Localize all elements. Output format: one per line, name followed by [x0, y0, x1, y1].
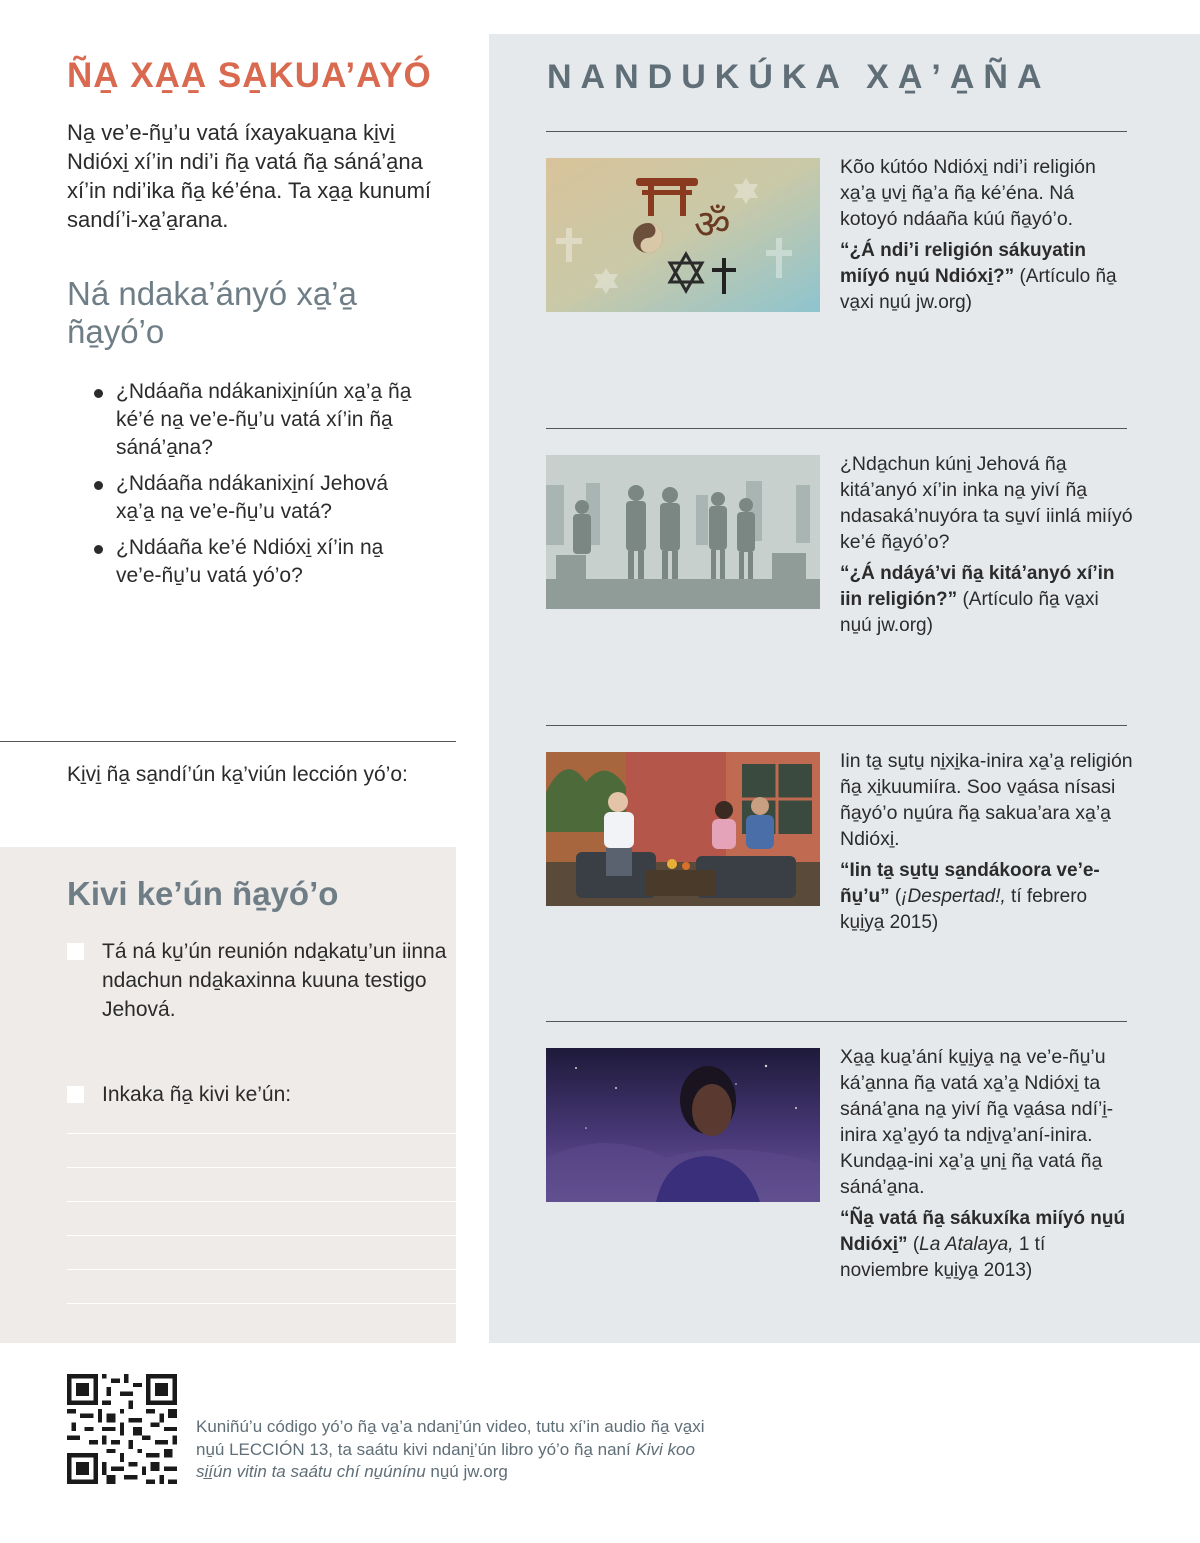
review-question: ¿Ndáaña ke’é Ndióxi̱ xí’in na̱ ve’e-ñu̱’u vatá yó’o? — [90, 534, 430, 590]
writing-line[interactable] — [67, 1235, 456, 1236]
todo-item[interactable] — [67, 937, 447, 1024]
explore-item-description: Iin ta̱ su̱tu̱ ni̱xi̱ka-inira xa̱’a̱ religión ña̱ xi̱kuumiíra. Soo va̱ása nísasi ña̱yó’o nu̱úra ña̱ sakua’ara xa̱’a̱ Ndióxi̱. — [840, 750, 1133, 850]
todo-item-label: Tá ná ku̱’ún reunión nda̱katu̱’un iinna ndachun nda̱kaxinna kuuna testigo Jehová. — [102, 940, 447, 1021]
review-question: ¿Ndáaña ndákanixi̱níún xa̱’a̱ ña̱ ké’é na̱ ve’e-ñu̱’u vatá xí’in ña̱ sáná’a̱na? — [90, 378, 430, 462]
writing-line[interactable] — [67, 1269, 456, 1270]
todo-panel — [0, 847, 456, 1343]
publication-name: ¡Despertad!, — [901, 886, 1006, 907]
review-question: ¿Ndáaña ndákanixi̱ní Jehová xa̱’a̱ na̱ ve’e-ñu̱’u vatá? — [90, 470, 430, 526]
woman-looking-at-sky-image[interactable] — [546, 1048, 820, 1202]
svg-text:ॐ: ॐ — [694, 202, 731, 248]
writing-line[interactable] — [67, 1133, 456, 1134]
article-source-prefix: ( — [907, 1234, 920, 1255]
article-source-prefix: ( — [889, 886, 902, 907]
explore-title: NANDUKÚKA XA̱’A̱ÑA — [547, 58, 1051, 96]
review-title: Ná ndaka’ányó xa̱’a̱ ña̱yó’o — [67, 275, 357, 350]
todo-title: Kivi ke’ún ña̱yó’o — [67, 875, 339, 912]
section-divider — [546, 725, 1127, 726]
article-title-link[interactable]: “¿Á ndi’i religión sákuyatin miíyó nu̱ú Ndióxi̱?” — [840, 240, 1086, 287]
summary-body: Na̱ ve’e-ñu̱’u vatá íxayakua̱na ki̱vi̱ Ndióxi̱ xí’in ndi’i ña̱ vatá ña̱ sáná’a̱na xí’in ndi’ika ña̱ ké’éna. Ta xa̱a̱ kunumí sandí’i-xa̱’a̱rana. — [67, 120, 432, 232]
article-title-link[interactable]: “¿Á ndáyá’vi ña̱ kitá’anyó xí’in iin religión?” — [840, 563, 1115, 610]
section-divider — [546, 1021, 1127, 1022]
article-title-link[interactable]: “Iin ta̱ su̱tu̱ sa̱ndákoora ve’e-ñu̱’u” — [840, 860, 1100, 907]
article-source: (Artículo ña̱ va̱xi nu̱ú jw.org) — [840, 589, 1099, 636]
article-source-date: 1 tí noviembre ku̱i̱ya̱ 2013) — [840, 1234, 1046, 1281]
explore-item-1-text-block — [840, 154, 1135, 316]
explore-item-description: ¿Nda̱chun kúni̱ Jehová ña̱ kitá’anyó xí’in inka na̱ yiví ña̱ ndasaká’nuyóra ta su̱ví iinlá miíyó ke’é ña̱yó’o? — [840, 453, 1133, 553]
writing-line[interactable] — [67, 1303, 456, 1304]
explore-item-4-text-block — [840, 1044, 1135, 1284]
article-source: (Artículo ña̱ va̱xi nu̱ú jw.org) — [840, 266, 1117, 313]
qr-code[interactable] — [67, 1374, 177, 1484]
section-divider — [546, 428, 1127, 429]
article-reference[interactable] — [840, 1206, 1135, 1284]
footer-text-main: Kuniñú’u código yó’o ña̱ va̱’a ndani̱’ún video, tutu xí’in audio ña̱ va̱xi nu̱ú LECCIÓN 13, ta saátu kivi ndani̱’ún libro yó’o ña̱ naní — [196, 1417, 705, 1459]
footer-text-end: nu̱ú jw.org — [425, 1462, 508, 1481]
explore-item-description: Xa̱a̱ kua̱’ání ku̱i̱ya̱ na̱ ve’e-ñu̱’u ká’a̱nna ña̱ vatá xa̱’a̱ Ndióxi̱ ta sáná’a̱na na̱ yiví ña̱ va̱ása ndí’i̱-inira xa̱’a̱yó ta ndi̱va̱’aní-inira. Kunda̱a̱-ini xa̱’a̱ u̱ni̱ ña̱ vatá ña̱ sáná’a̱na. — [840, 1046, 1114, 1198]
explore-item-2-text-block — [840, 451, 1135, 639]
todo-item[interactable] — [67, 1080, 447, 1109]
section-divider — [546, 131, 1127, 132]
writing-line[interactable] — [67, 1201, 456, 1202]
congregation-gathering-image[interactable] — [546, 455, 820, 609]
writing-line[interactable] — [67, 1167, 456, 1168]
explore-item-3-text-block — [840, 748, 1135, 936]
checkbox[interactable] — [67, 943, 84, 960]
footer-text — [196, 1416, 716, 1484]
religious-symbols-image[interactable] — [546, 158, 820, 312]
article-reference[interactable] — [840, 561, 1135, 639]
book-title: Kivi koo si̱í̱ún vitin ta saátu chí nu̱únínu — [196, 1439, 695, 1481]
todo-item-label: Inkaka ña̱ kivi ke’ún: — [102, 1083, 292, 1106]
explore-panel — [489, 34, 1200, 1343]
checkbox[interactable] — [67, 1086, 84, 1103]
article-reference[interactable] — [840, 858, 1135, 936]
article-source-date: tí febrero ku̱i̱ya̱ 2015) — [840, 886, 1088, 933]
divider — [0, 741, 456, 742]
completion-date-prompt: Ki̱vi̱ ña̱ sa̱ndí’ún ka̱’viún lección yó’o: — [67, 763, 408, 786]
conversation-on-patio-image[interactable] — [546, 752, 820, 906]
review-question-list — [90, 378, 430, 598]
summary-title: ÑA̱ XA̱A̱ SA̱KUA’AYÓ — [67, 56, 432, 95]
explore-item-description: Kõo kútóo Ndióxi̱ ndi’i religión xa̱’a̱ u̱vi̱ ña̱’a ña̱ ké’éna. Ná kotoyó ndáaña kúú ña̱yó’o. — [840, 156, 1096, 230]
article-title-link[interactable]: “Ña̱ vatá ña̱ sákuxíka miíyó nu̱ú Ndióxi̱” — [840, 1208, 1126, 1255]
publication-name: La Atalaya, — [919, 1234, 1014, 1255]
article-reference[interactable] — [840, 238, 1135, 316]
